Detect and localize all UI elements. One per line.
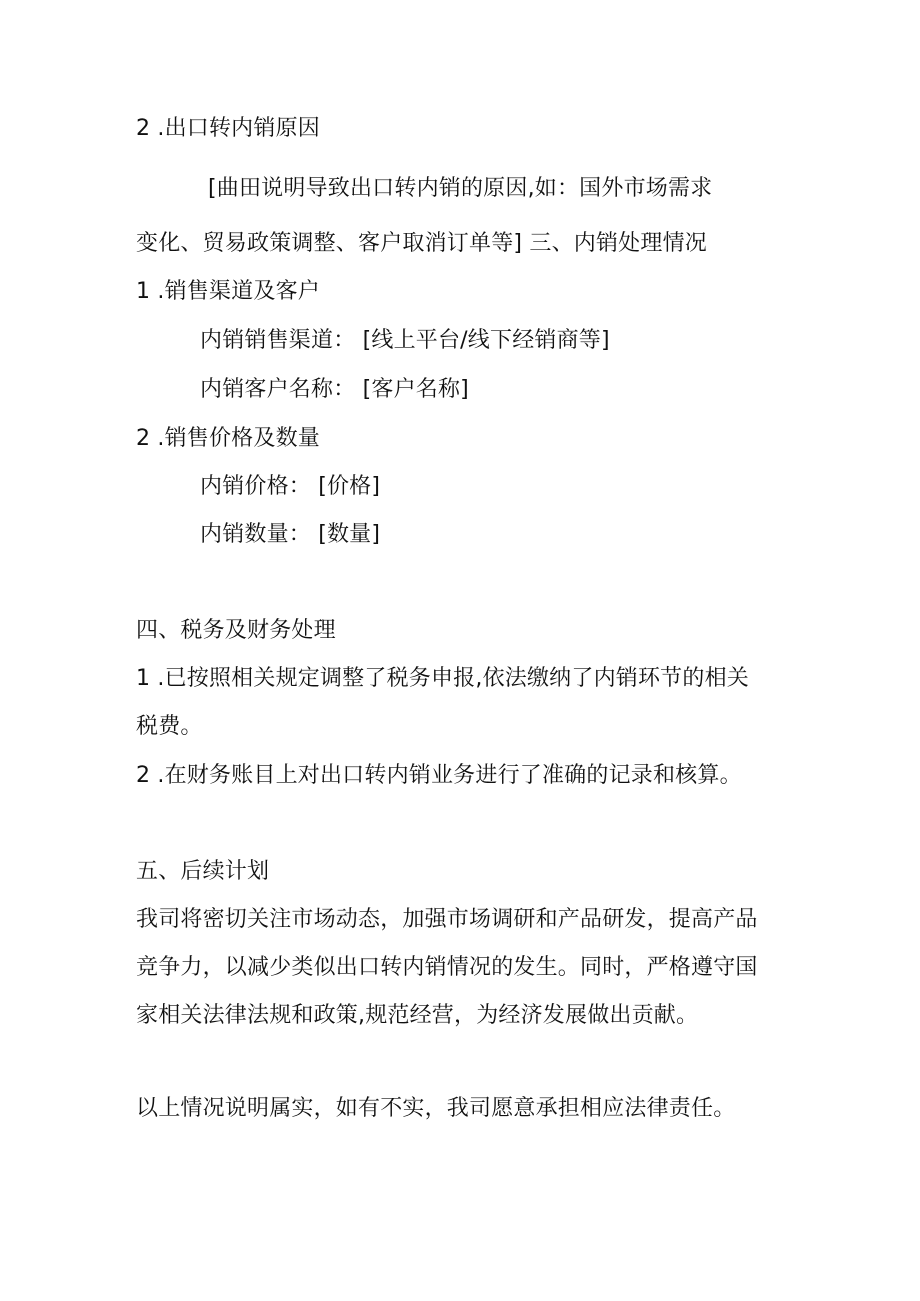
section-2-heading: 2 .出口转内销原因 [136,116,320,141]
quantity-line: 内销数量： [数量] [200,522,381,547]
tax-item-1-line-2: 税费。 [136,714,203,739]
subsection-1-heading: 1 .销售渠道及客户 [136,279,320,304]
subsection-2-heading: 2 .销售价格及数量 [136,426,320,451]
price-line: 内销价格： [价格] [200,474,381,499]
plan-paragraph-line-3: 家相关法律法规和政策,规范经营，为经济发展做出贡献。 [136,1003,699,1028]
customer-name-line: 内销客户名称： [客户名称] [200,377,469,402]
reason-line-2: 变化、贸易政策调整、客户取消订单等] 三、内销处理情况 [136,231,707,256]
section-4-heading: 四、税务及财务处理 [136,618,336,643]
sales-channel-line: 内销销售渠道： [线上平台/线下经销商等] [200,328,610,353]
finance-item-2: 2 .在财务账目上对出口转内销业务进行了准确的记录和核算。 [136,763,742,788]
plan-paragraph-line-1: 我司将密切关注市场动态，加强市场调研和产品研发，提高产品 [136,907,758,932]
section-5-heading: 五、后续计划 [136,859,270,884]
plan-paragraph-line-2: 竞争力，以减少类似出口转内销情况的发生。同时，严格遵守国 [136,955,758,980]
reason-line-1: [曲田说明导致出口转内销的原因,如：国外市场需求 [208,176,713,201]
closing-statement: 以上情况说明属实，如有不实，我司愿意承担相应法律责任。 [136,1096,736,1121]
tax-item-1-line-1: 1 .已按照相关规定调整了税务申报,依法缴纳了内销环节的相关 [136,666,749,691]
